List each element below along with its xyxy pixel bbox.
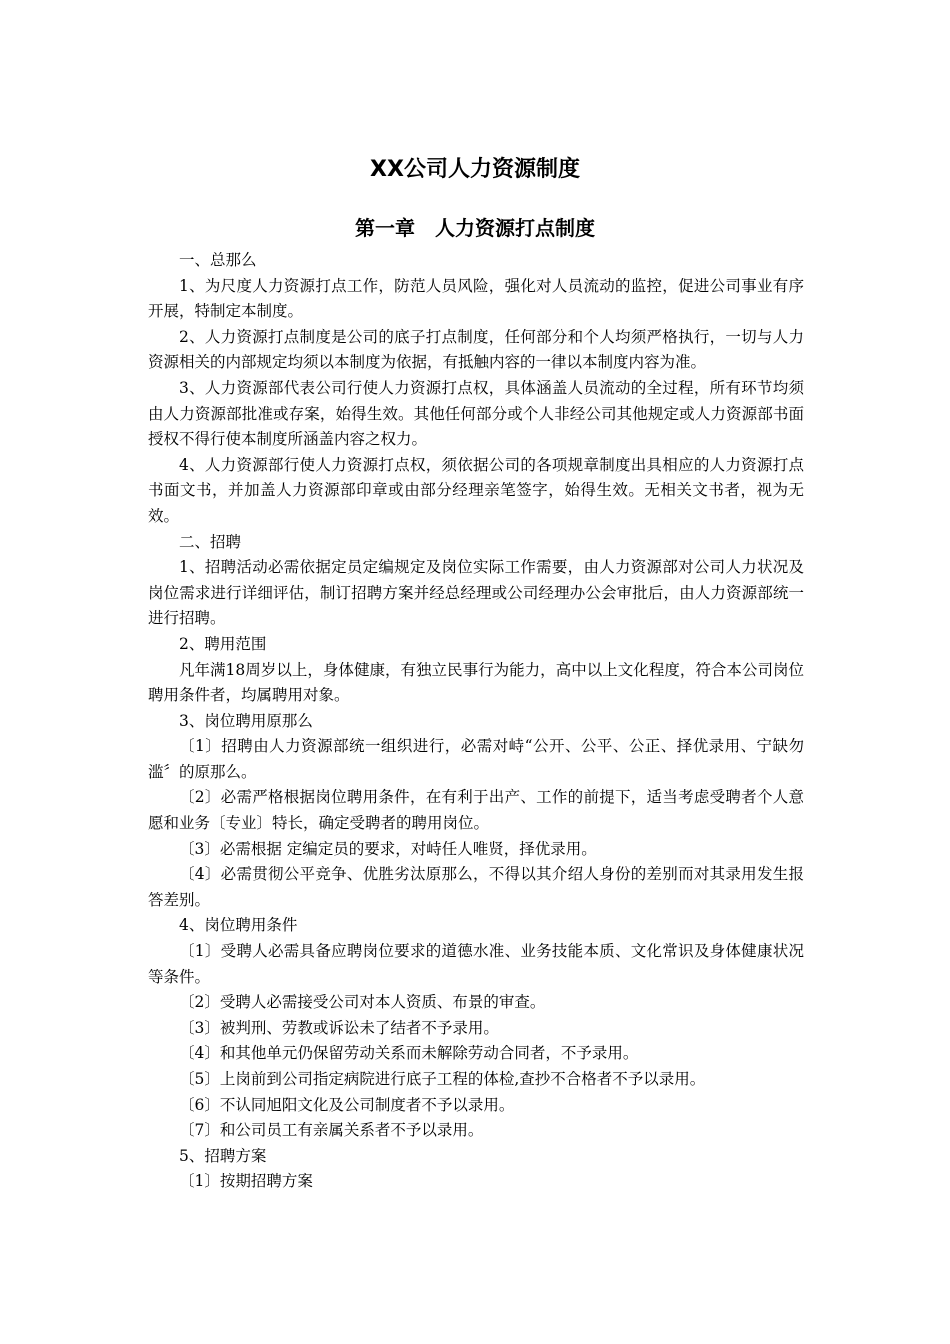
list-item: 〔4〕必需贯彻公平竞争、优胜劣汰原那么，不得以其介绍人身份的差别而对其录用发生报答差别。 (148, 865, 804, 909)
list-item: 〔1〕招聘由人力资源部统一组织进行，必需对峙“公开、公平、公正、择优录用、宁缺勿滥〞的原那么。 (148, 737, 804, 781)
list-item: 〔7〕和公司员工有亲属关系者不予以录用。 (179, 1121, 484, 1140)
subsection-heading: 5、招聘方案 (179, 1146, 267, 1165)
paragraph: 凡年满18周岁以上，身体健康，有独立民事行为能力，高中以上文化程度，符合本公司岗位聘用条件者，均属聘用对象。 (148, 660, 804, 705)
subsection-heading: 2、聘用范围 (179, 634, 267, 653)
section-heading: 一、总那么 (179, 251, 257, 269)
paragraph: 3、人力资源部代表公司行使人力资源打点权，具体涵盖人员流动的全过程，所有环节均须由人力资源部批准或存案，始得生效。其他任何部分或个人非经公司其他规定或人力资源部书面授权不得行使本制度所涵盖内容之权力。 (148, 378, 804, 449)
document-title: XX公司人力资源制度 (370, 157, 580, 182)
paragraph: 2、人力资源打点制度是公司的底子打点制度，任何部分和个人均须严格执行，一切与人力资源相关的内部规定均须以本制度为依据，有抵触内容的一律以本制度内容为准。 (148, 327, 804, 372)
section-heading: 二、招聘 (179, 532, 242, 551)
list-item: 〔3〕被判刑、劳教或诉讼未了结者不予录用。 (179, 1018, 499, 1037)
paragraph: 1、招聘活动必需依据定员定编规定及岗位实际工作需要，由人力资源部对公司人力状况及岗位需求进行详细评估，制订招聘方案并经总经理或公司经理办公会审批后，由人力资源部统一进行招聘。 (148, 558, 804, 628)
document-body (148, 248, 804, 1195)
list-item: 〔4〕和其他单元仍保留劳动关系而未解除劳动合同者，不予录用。 (179, 1044, 639, 1063)
list-item: 〔2〕受聘人必需接受公司对本人资质、布景的审查。 (179, 993, 546, 1012)
list-item: 〔6〕不认同旭阳文化及公司制度者不予以录用。 (179, 1095, 515, 1114)
subsection-heading: 4、岗位聘用条件 (179, 916, 298, 935)
paragraph: 4、人力资源部行使人力资源打点权，须依据公司的各项规章制度出具相应的人力资源打点书面文书，并加盖人力资源部印章或由部分经理亲笔签字，始得生效。无相关文书者，视为无效。 (148, 455, 804, 525)
list-item: 〔1〕受聘人必需具备应聘岗位要求的道德水准、业务技能本质、文化常识及身体健康状况等条件。 (148, 942, 804, 986)
list-item: 〔3〕必需根据 定编定员的要求，对峙任人唯贤，择优录用。 (179, 839, 597, 858)
subsection-heading: 3、岗位聘用原那么 (179, 711, 313, 730)
paragraph: 1、为尺度人力资源打点工作，防范人员风险，强化对人员流动的监控，促进公司事业有序开展，特制定本制度。 (148, 276, 804, 321)
chapter-heading: 第一章 人力资源打点制度 (355, 216, 595, 240)
list-item: 〔5〕上岗前到公司指定病院进行底子工程的体检,查抄不合格者不予以录用。 (179, 1070, 706, 1088)
list-item: 〔2〕必需严格根据岗位聘用条件，在有利于出产、工作的前提下，适当考虑受聘者个人意愿和业务〔专业〕特长，确定受聘者的聘用岗位。 (148, 788, 804, 833)
list-item: 〔1〕按期招聘方案 (179, 1172, 313, 1191)
